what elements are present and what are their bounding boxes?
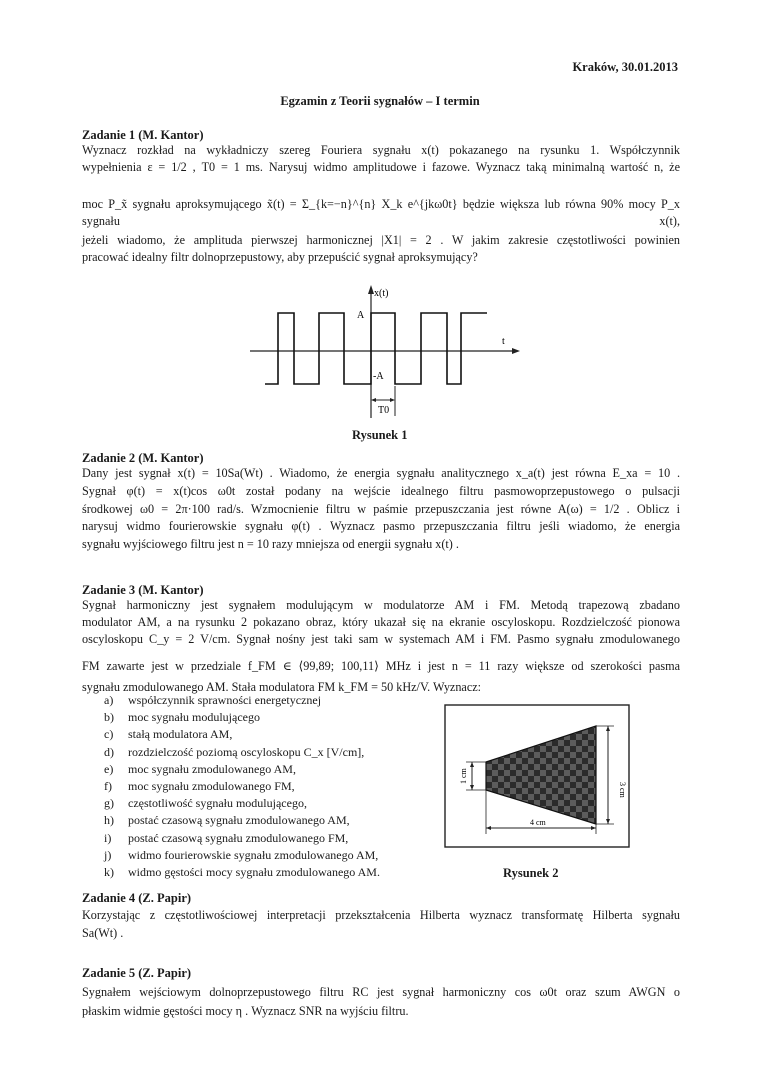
list-item-letter: a): [104, 693, 114, 707]
list-item-letter: c): [104, 727, 114, 742]
list-item-text: postać czasową sygnału zmodulowanego FM,: [128, 830, 349, 845]
figure2-left-dim-arrow-top: [470, 762, 474, 767]
task1-line: moc P_x̃ sygnału aproksymującego x̃(t) = Σ_{k=−n}^{n} X_k e^{jkω0t} będzie większa lub równa 90% mocy P_x sygnału x(t),: [82, 197, 680, 228]
list-item: [104, 848, 424, 865]
list-item-text: postać czasową sygnału zmodulowanego AM,: [128, 813, 350, 828]
figure2-width-arrow-right: [591, 826, 596, 830]
figure1-t-label: t: [502, 336, 505, 347]
task2-line: Dany jest sygnał x(t) = 10Sa(Wt) . Wiadomo, że energia sygnału analitycznego x_a(t) jest równa E_xa = 10 .: [82, 466, 680, 480]
task4-line: Sa(Wt) .: [82, 926, 124, 940]
exam-date: Kraków, 30.01.2013: [572, 60, 678, 74]
figure1-square-wave: [240, 282, 540, 428]
figure2-left-dim-arrow-bottom: [470, 785, 474, 790]
figure2-left-height-label: 1 cm: [459, 768, 468, 784]
list-item: [104, 693, 424, 710]
list-item-text: widmo gęstości mocy sygnału zmodulowanego AM.: [128, 864, 380, 879]
task3-line: FM zawarte jest w przedziale f_FM ∈ ⟨99,89; 100,11⟩ MHz i jest n = 11 razy większe od szerokości pasma: [82, 659, 680, 673]
task3-subtask-list: [104, 693, 424, 882]
figure1-y-label: x(t): [374, 288, 389, 299]
task3-line: modulator AM, a na rysunku 2 pokazano obraz, który ukazał się na ekranie oscyloskopu. Rozdzielczość pionowa: [82, 615, 680, 629]
list-item-letter: k): [104, 864, 114, 879]
task5-heading: Zadanie 5 (Z. Papir): [82, 966, 192, 980]
task5-line: płaskim widmie gęstości mocy η . Wyznacz SNR na wyjściu filtru.: [82, 1004, 409, 1018]
list-item-letter: j): [104, 847, 112, 862]
figure1-t-arrow: [512, 348, 520, 354]
task2-line: środkowej ω0 = 2π·100 rad/s. Wzmocnienie filtru w paśmie przepuszczania jest równe A(ω) = 1/2 . Oblicz i: [82, 501, 680, 516]
task1-text: [82, 142, 680, 176]
list-item-text: moc sygnału zmodulowanego AM,: [128, 761, 296, 776]
list-item-letter: h): [104, 813, 114, 828]
figure2-width-label: 4 cm: [530, 818, 546, 827]
task1-line: wypełnienia ε = 1/2 , T0 = 1 ms. Narysuj widmo amplitudowe i fazowe. Wyznacz taką minimalną wartość n, że: [82, 160, 680, 174]
task3-text-cont: [82, 656, 680, 698]
list-item-text: moc sygnału modulującego: [128, 710, 260, 725]
task1-text-formula: [82, 196, 680, 230]
figure2-caption: Rysunek 2: [503, 866, 559, 880]
task4-text: [82, 906, 680, 942]
task2-heading: Zadanie 2 (M. Kantor): [82, 451, 204, 465]
task2-line: narysuj widmo fourierowskie sygnału φ(t) . Wyznacz pasmo przepuszczania filtru jeśli wiadomo, że energia: [82, 519, 680, 534]
list-item-text: rozdzielczość poziomą oscyloskopu C_x [V/cm],: [128, 744, 365, 759]
list-item-text: współczynnik sprawności energetycznej: [128, 693, 322, 707]
list-item-letter: f): [104, 778, 112, 793]
list-item: [104, 813, 424, 830]
task3-line: oscyloskopu C_y = 2 V/cm. Sygnał nośny jest taki sam w systemach AM i FM. Pasmo sygnału zmodulowanego: [82, 632, 680, 646]
task2-line: Sygnał φ(t) = x(t)cos ω0t został podany na wejście idealnego filtru pasmowoprzepustowego o pulsacji: [82, 483, 680, 498]
figure1-period-arrowhead-left: [371, 398, 376, 402]
figure1-period-arrowhead-right: [390, 398, 395, 402]
list-item-letter: b): [104, 710, 114, 725]
task4-line: Korzystając z częstotliwościowej interpretacji przekształcenia Hilberta wyznacz transformatę Hilberta sygnału: [82, 908, 680, 922]
task3-line: sygnału zmodulowanego AM. Stała modulatora FM k_FM = 50 kHz/V. Wyznacz:: [82, 680, 482, 694]
task5-text: [82, 983, 680, 1021]
list-item-letter: i): [104, 830, 112, 845]
figure2-right-dim-arrow-top: [606, 726, 610, 731]
list-item: [104, 727, 424, 744]
task1-heading: Zadanie 1 (M. Kantor): [82, 128, 204, 142]
list-item: [104, 865, 424, 882]
figure1-period-label: T0: [378, 405, 390, 416]
list-item-text: częstotliwość sygnału modulującego,: [128, 796, 307, 811]
task3-heading: Zadanie 3 (M. Kantor): [82, 583, 204, 597]
task2-line: sygnału wyjściowego filtru jest n = 10 razy mniejsza od energii sygnału x(t) .: [82, 537, 459, 552]
figure2-oscilloscope-trapezoid: [444, 704, 634, 854]
list-item-text: moc sygnału zmodulowanego FM,: [128, 778, 295, 793]
list-item-text: widmo fourierowskie sygnału zmodulowanego AM,: [128, 847, 379, 862]
list-item: [104, 779, 424, 796]
figure1-neg-amp-label: -A: [373, 371, 384, 382]
task1-line: jeżeli wiadomo, że amplituda pierwszej harmonicznej |X1| = 2 . W jakim zakresie częstotliwości powinien: [82, 233, 680, 247]
list-item: [104, 762, 424, 779]
list-item-text: stałą modulatora AM,: [128, 727, 233, 742]
figure2-right-height-label: 3 cm: [618, 782, 627, 798]
task5-line: Sygnałem wejściowym dolnoprzepustowego filtru RC jest sygnał harmoniczny cos ω0t oraz szum AWGN o: [82, 985, 680, 999]
exam-title: Egzamin z Teorii sygnałów – I termin: [280, 94, 480, 108]
list-item: [104, 796, 424, 813]
figure2-trapezoid: [486, 726, 596, 824]
task3-line: Sygnał harmoniczny jest sygnałem modulującym w modulatorze AM i FM. Metodą trapezową zbadano: [82, 598, 680, 612]
figure1-pos-amp-label: A: [357, 310, 365, 321]
task3-text: [82, 597, 680, 648]
figure2-right-dim-arrow-bottom: [606, 819, 610, 824]
task4-heading: Zadanie 4 (Z. Papir): [82, 891, 192, 905]
task1-line: Wyznacz rozkład na wykładniczy szereg Fouriera sygnału x(t) pokazanego na rysunku 1. Współczynnik: [82, 143, 680, 157]
figure2-width-arrow-left: [486, 826, 491, 830]
list-item-letter: g): [104, 796, 114, 811]
task1-text-end: [82, 232, 680, 266]
list-item: [104, 710, 424, 727]
task2-text: [82, 465, 680, 554]
list-item-letter: e): [104, 761, 114, 776]
figure1-caption: Rysunek 1: [352, 428, 408, 442]
task1-line: pracować idealny filtr dolnoprzepustowy, aby przepuścić sygnał aproksymujący?: [82, 250, 478, 264]
list-item: [104, 745, 424, 762]
list-item-letter: d): [104, 744, 114, 759]
list-item: [104, 831, 424, 848]
